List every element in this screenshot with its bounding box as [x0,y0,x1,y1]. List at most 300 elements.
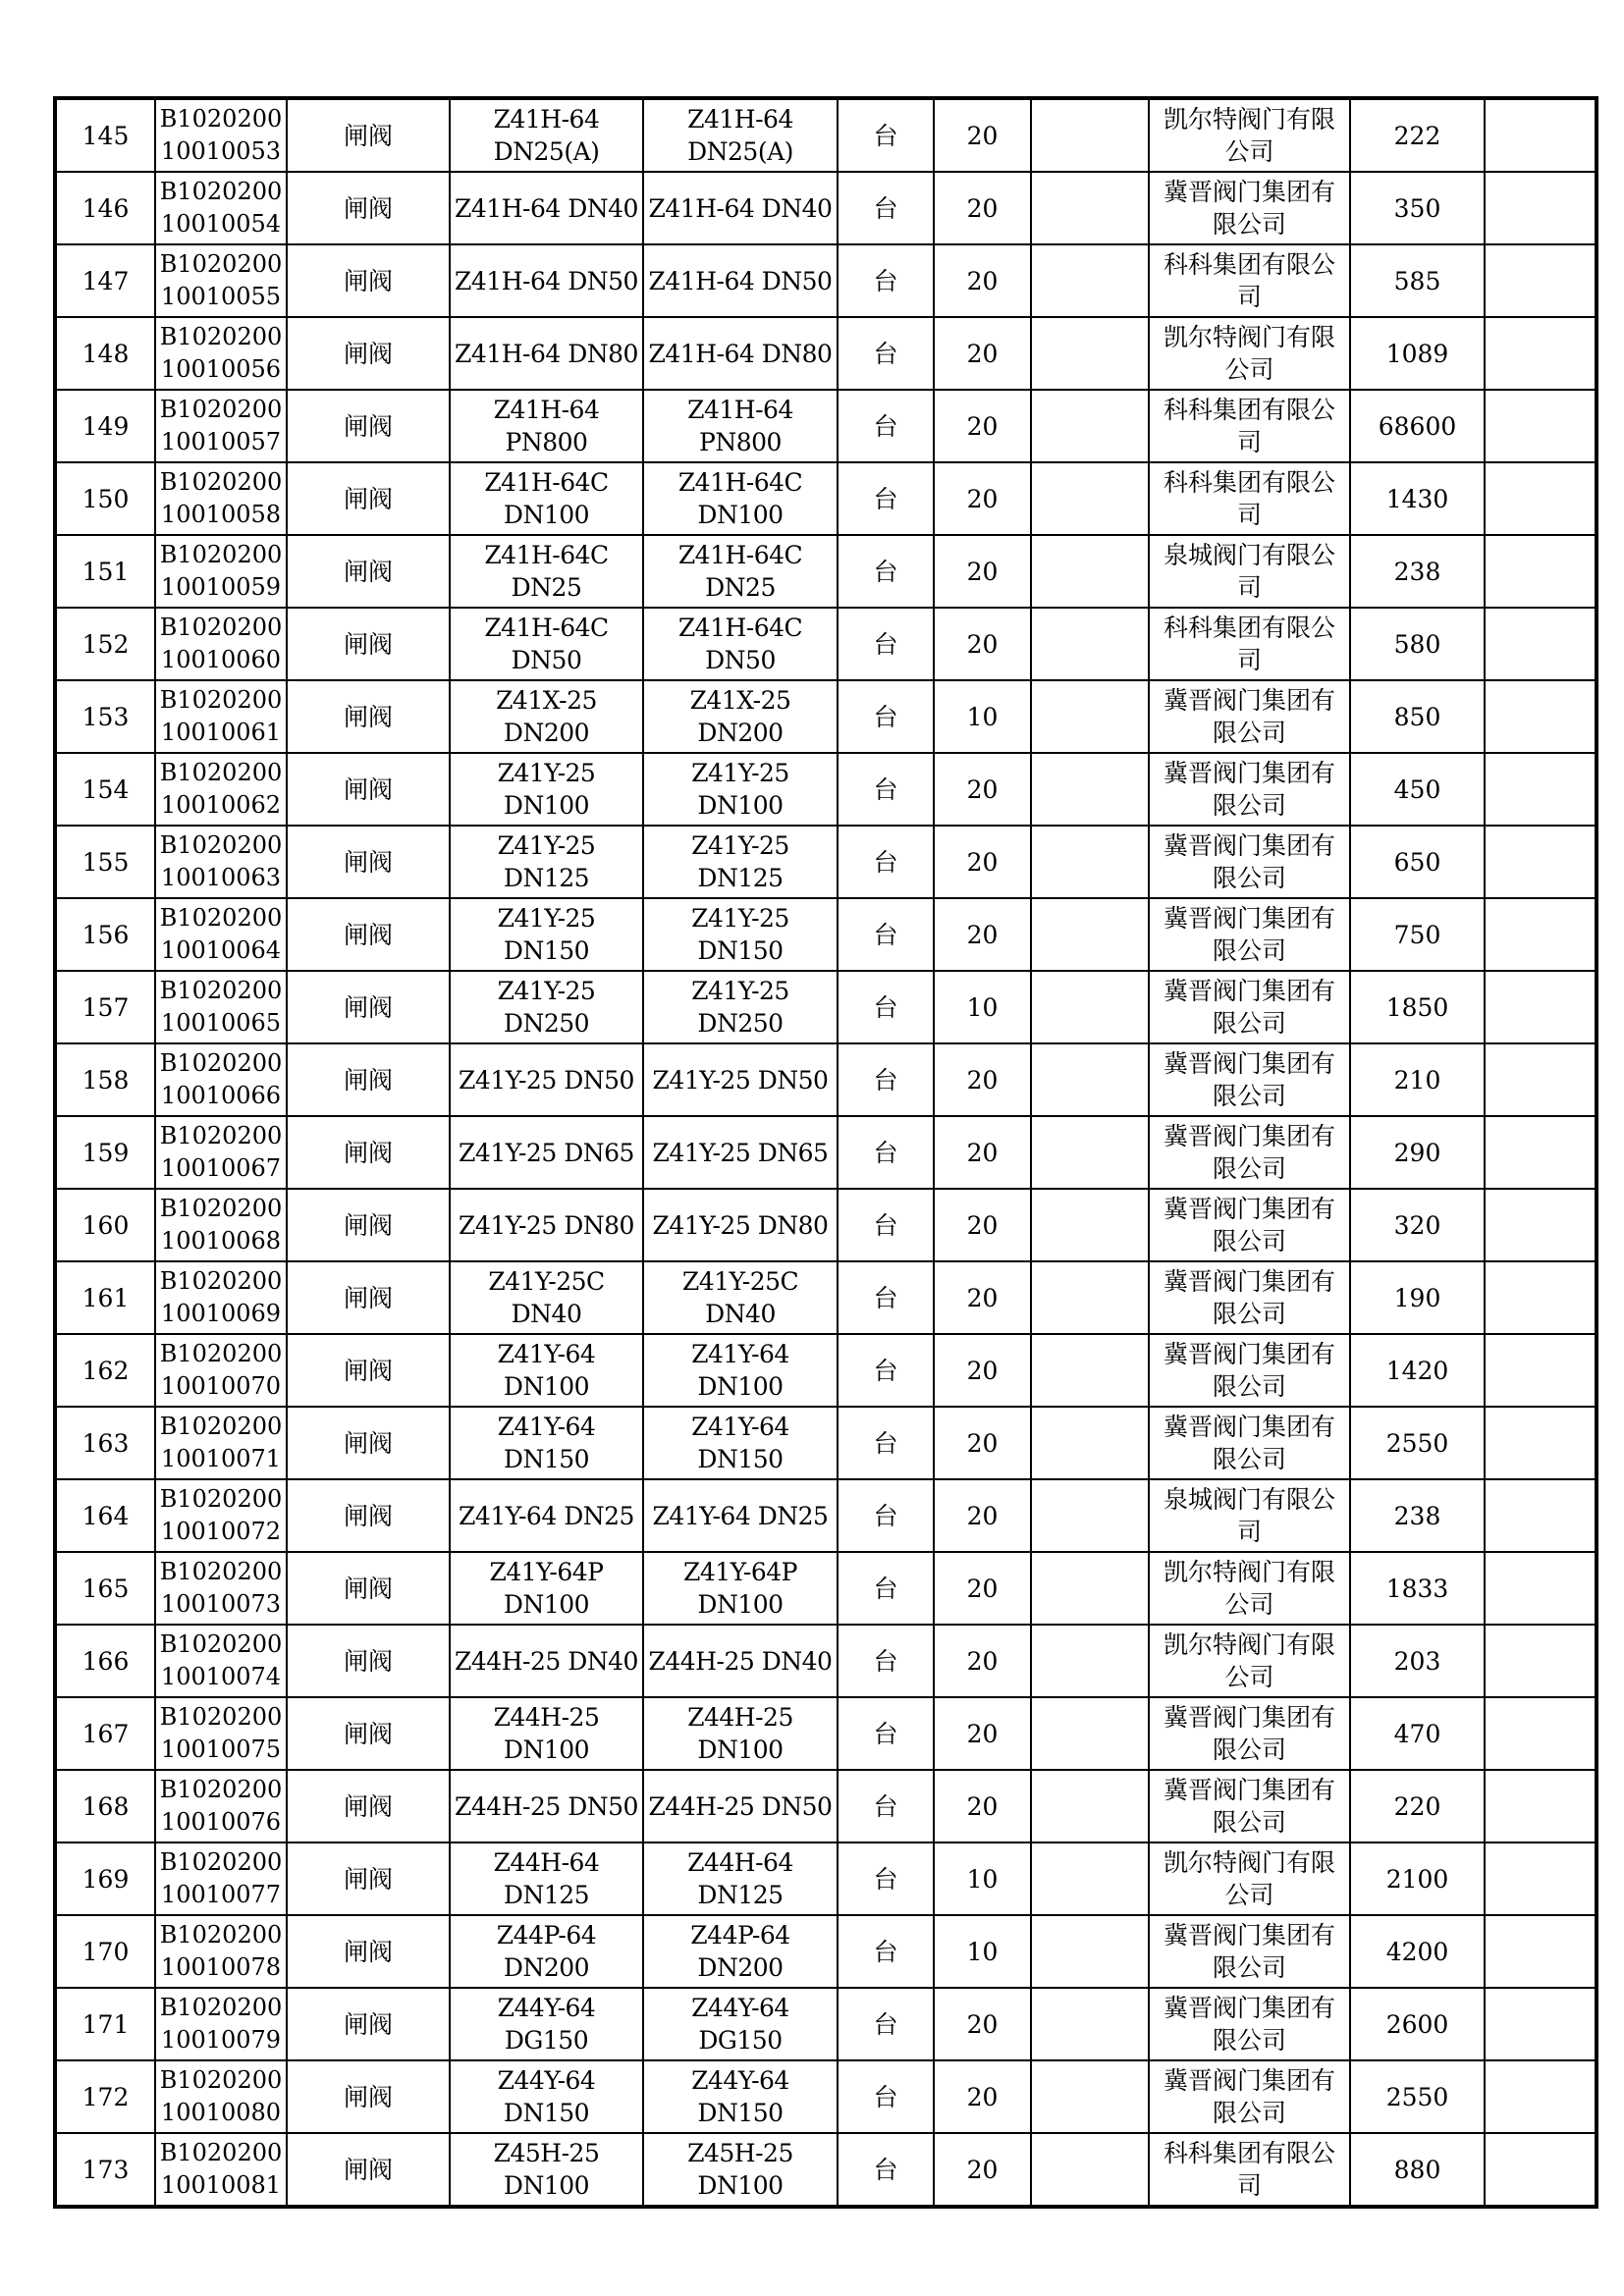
cell-model [643,1697,838,1770]
cell-material-code-line: 10010069 [160,1300,282,1327]
cell-supplier: 冀晋阀门集团有限公司 [1149,1043,1350,1116]
cell-material-code-line: B1020200 [159,105,283,133]
cell-quantity: 20 [934,172,1031,244]
table-row [55,1407,1597,1479]
cell-serial-number: 154 [55,753,155,826]
cell-supplier: 冀晋阀门集团有限公司 [1149,1189,1350,1261]
cell-material-code-line: B1020200 [159,2066,283,2094]
cell-serial-number: 148 [55,317,155,390]
cell-specification [450,1915,643,1988]
table-row [55,172,1597,244]
cell-serial-number: 159 [55,1116,155,1189]
cell-price: 850 [1350,680,1485,753]
cell-supplier: 凯尔特阀门有限公司 [1149,1625,1350,1697]
cell-model [643,535,838,608]
cell-price: 210 [1350,1043,1485,1116]
cell-supplier: 凯尔特阀门有限公司 [1149,98,1350,172]
cell-material-code-line: B1020200 [159,759,283,786]
cell-unit: 台 [838,826,934,898]
cell-price: 880 [1350,2133,1485,2207]
cell-model [643,172,838,244]
cell-item-name: 闸阀 [287,826,450,898]
cell-remark [1485,2133,1597,2207]
cell-material-code-line: B1020200 [159,1558,283,1585]
cell-unit: 台 [838,898,934,971]
cell-material-code-line: B1020200 [159,1049,283,1077]
cell-serial-number: 146 [55,172,155,244]
cell-price: 220 [1350,1770,1485,1842]
cell-material-code [155,898,287,971]
cell-quantity: 20 [934,1988,1031,2060]
cell-model-line: Z45H-25 DN100 [687,2139,793,2200]
cell-unit: 台 [838,1552,934,1625]
cell-material-code-line: B1020200 [159,1195,283,1222]
cell-item-name: 闸阀 [287,1842,450,1915]
cell-supplier: 冀晋阀门集团有限公司 [1149,1261,1350,1334]
cell-supplier: 冀晋阀门集团有限公司 [1149,1116,1350,1189]
cell-material-code-line: B1020200 [159,468,283,496]
cell-specification-line: Z41Y-25 DN125 [497,831,596,892]
cell-remark [1485,390,1597,462]
cell-remark [1485,898,1597,971]
table-row [55,826,1597,898]
table-row [55,1261,1597,1334]
cell-material-code [155,462,287,535]
cell-supplier: 冀晋阀门集团有限公司 [1149,2060,1350,2133]
cell-remark [1485,1479,1597,1552]
cell-model [643,462,838,535]
cell-specification [450,1552,643,1625]
cell-note [1031,1552,1149,1625]
cell-material-code-line: 10010060 [160,646,282,673]
cell-quantity: 20 [934,317,1031,390]
cell-model-line: Z41X-25 DN200 [689,686,791,747]
table-row [55,898,1597,971]
cell-model-line: Z41Y-25 DN50 [652,1065,829,1095]
cell-material-code-line: 10010070 [160,1372,282,1400]
cell-note [1031,680,1149,753]
cell-material-code-line: B1020200 [159,1267,283,1295]
cell-item-name: 闸阀 [287,1407,450,1479]
cell-material-code-line: 10010074 [160,1663,282,1690]
cell-unit: 台 [838,680,934,753]
cell-quantity: 20 [934,1407,1031,1479]
cell-note [1031,2133,1149,2207]
cell-model-line: Z44H-64 DN125 [687,1848,793,1909]
cell-unit: 台 [838,608,934,680]
cell-price: 1430 [1350,462,1485,535]
cell-model [643,1189,838,1261]
table-row [55,1334,1597,1407]
cell-item-name: 闸阀 [287,1915,450,1988]
cell-remark [1485,1407,1597,1479]
cell-serial-number: 172 [55,2060,155,2133]
cell-specification-line: Z41H-64C DN50 [484,614,609,674]
cell-item-name: 闸阀 [287,462,450,535]
cell-specification [450,1697,643,1770]
cell-supplier: 凯尔特阀门有限公司 [1149,1552,1350,1625]
cell-material-code [155,1407,287,1479]
cell-note [1031,535,1149,608]
cell-material-code-line: 10010058 [160,501,282,528]
cell-specification [450,462,643,535]
cell-price: 580 [1350,608,1485,680]
cell-unit: 台 [838,98,934,172]
cell-specification [450,244,643,317]
cell-serial-number: 149 [55,390,155,462]
cell-material-code [155,680,287,753]
cell-item-name: 闸阀 [287,2133,450,2207]
cell-supplier: 冀晋阀门集团有限公司 [1149,1407,1350,1479]
cell-supplier: 科科集团有限公司 [1149,608,1350,680]
cell-item-name: 闸阀 [287,535,450,608]
cell-remark [1485,98,1597,172]
cell-material-code-line: 10010066 [160,1082,282,1109]
cell-supplier: 冀晋阀门集团有限公司 [1149,1915,1350,1988]
table-row [55,2060,1597,2133]
cell-specification [450,98,643,172]
cell-quantity: 10 [934,1842,1031,1915]
table-row [55,680,1597,753]
cell-note [1031,1988,1149,2060]
cell-material-code-line: B1020200 [159,396,283,423]
cell-note [1031,753,1149,826]
cell-model-line: Z44H-25 DN100 [687,1703,793,1764]
cell-model-line: Z41Y-25 DN250 [691,977,789,1038]
cell-material-code [155,1043,287,1116]
cell-quantity: 20 [934,1116,1031,1189]
table-row [55,971,1597,1043]
cell-price: 4200 [1350,1915,1485,1988]
cell-model [643,317,838,390]
cell-serial-number: 152 [55,608,155,680]
cell-specification [450,1479,643,1552]
cell-material-code [155,1116,287,1189]
cell-price: 190 [1350,1261,1485,1334]
cell-specification-line: Z41H-64 DN40 [455,193,638,223]
cell-serial-number: 150 [55,462,155,535]
cell-material-code [155,1334,287,1407]
cell-serial-number: 160 [55,1189,155,1261]
cell-price: 1089 [1350,317,1485,390]
cell-item-name: 闸阀 [287,1261,450,1334]
cell-unit: 台 [838,1697,934,1770]
cell-unit: 台 [838,1407,934,1479]
cell-specification-line: Z41H-64C DN25 [484,541,609,602]
cell-specification [450,1770,643,1842]
cell-material-code [155,244,287,317]
cell-serial-number: 153 [55,680,155,753]
cell-specification-line: Z45H-25 DN100 [493,2139,600,2200]
cell-unit: 台 [838,2060,934,2133]
cell-model-line: Z41Y-64 DN25 [652,1501,829,1530]
cell-unit: 台 [838,172,934,244]
cell-model-line: Z44P-64 DN200 [690,1921,790,1982]
cell-supplier: 科科集团有限公司 [1149,462,1350,535]
cell-specification-line: Z41Y-25 DN150 [497,904,596,965]
price-table [53,96,1598,2209]
cell-price: 203 [1350,1625,1485,1697]
cell-quantity: 20 [934,1625,1031,1697]
cell-model-line: Z41H-64C DN25 [677,541,803,602]
cell-specification [450,1116,643,1189]
cell-supplier: 泉城阀门有限公司 [1149,1479,1350,1552]
cell-unit: 台 [838,1261,934,1334]
cell-material-code-line: 10010079 [160,2026,282,2054]
table-row [55,390,1597,462]
cell-specification-line: Z44Y-64 DN150 [497,2066,596,2127]
cell-model-line: DN100 [697,1590,784,1619]
cell-quantity: 20 [934,462,1031,535]
cell-quantity: 20 [934,1770,1031,1842]
cell-model [643,1552,838,1625]
table-row [55,1189,1597,1261]
cell-supplier: 冀晋阀门集团有限公司 [1149,971,1350,1043]
cell-remark [1485,826,1597,898]
cell-quantity: 20 [934,390,1031,462]
cell-specification [450,172,643,244]
cell-item-name: 闸阀 [287,1988,450,2060]
cell-material-code [155,2060,287,2133]
cell-price: 650 [1350,826,1485,898]
cell-supplier: 科科集团有限公司 [1149,390,1350,462]
cell-note [1031,317,1149,390]
cell-material-code-line: 10010056 [160,355,282,383]
cell-model [643,1625,838,1697]
cell-price: 750 [1350,898,1485,971]
cell-remark [1485,1770,1597,1842]
cell-specification [450,1334,643,1407]
cell-specification [450,1043,643,1116]
table-row [55,317,1597,390]
cell-note [1031,1189,1149,1261]
cell-material-code [155,1552,287,1625]
cell-quantity: 20 [934,1552,1031,1625]
cell-material-code-line: B1020200 [159,904,283,932]
cell-unit: 台 [838,1116,934,1189]
cell-material-code-line: B1020200 [159,323,283,350]
cell-material-code [155,1697,287,1770]
cell-unit: 台 [838,462,934,535]
cell-note [1031,1334,1149,1407]
cell-price: 470 [1350,1697,1485,1770]
table-row [55,535,1597,608]
cell-serial-number: 170 [55,1915,155,1988]
cell-model [643,1334,838,1407]
cell-unit: 台 [838,1915,934,1988]
cell-material-code-line: B1020200 [159,1994,283,2021]
cell-material-code [155,1625,287,1697]
cell-item-name: 闸阀 [287,317,450,390]
cell-remark [1485,753,1597,826]
cell-price: 1833 [1350,1552,1485,1625]
cell-price: 2100 [1350,1842,1485,1915]
cell-model [643,1842,838,1915]
cell-supplier: 冀晋阀门集团有限公司 [1149,172,1350,244]
table-row [55,608,1597,680]
cell-serial-number: 145 [55,98,155,172]
cell-serial-number: 171 [55,1988,155,2060]
cell-model [643,826,838,898]
cell-model-line: Z41Y-25 DN65 [652,1138,829,1167]
table-row [55,753,1597,826]
table-body [55,98,1597,2207]
cell-item-name: 闸阀 [287,1697,450,1770]
cell-model-line: Z41Y-64 DN100 [691,1340,789,1401]
cell-material-code [155,317,287,390]
cell-model [643,2060,838,2133]
cell-material-code-line: B1020200 [159,178,283,205]
cell-price: 1850 [1350,971,1485,1043]
cell-material-code [155,1988,287,2060]
cell-remark [1485,317,1597,390]
cell-material-code [155,172,287,244]
table-row [55,1116,1597,1189]
cell-price: 68600 [1350,390,1485,462]
cell-item-name: 闸阀 [287,1189,450,1261]
cell-specification-line: Z41Y-64P [489,1558,604,1586]
cell-specification-line: Z44P-64 DN200 [496,1921,597,1982]
cell-model-line: Z41H-64C DN50 [677,614,803,674]
cell-specification-line: Z41Y-64 DN25 [459,1501,634,1530]
cell-material-code-line: 10010057 [160,428,282,455]
cell-material-code-line: B1020200 [159,1921,283,1949]
cell-specification-line: DN100 [503,501,590,529]
cell-model-line: Z41Y-25 DN150 [691,904,789,965]
cell-note [1031,462,1149,535]
cell-serial-number: 156 [55,898,155,971]
cell-quantity: 10 [934,680,1031,753]
cell-specification-line: Z41H-64 DN80 [455,339,638,368]
cell-specification-line: Z41Y-25 DN250 [497,977,596,1038]
table-row [55,244,1597,317]
cell-material-code-line: 10010054 [160,210,282,238]
cell-specification [450,1988,643,2060]
cell-model [643,1407,838,1479]
cell-specification-line: Z41Y-25C DN40 [488,1267,605,1328]
cell-material-code-line: B1020200 [159,1776,283,1803]
cell-note [1031,1407,1149,1479]
cell-remark [1485,462,1597,535]
cell-material-code-line: 10010053 [160,137,282,165]
cell-quantity: 20 [934,2060,1031,2133]
cell-quantity: 20 [934,1189,1031,1261]
cell-serial-number: 151 [55,535,155,608]
cell-specification-line: Z44H-25 DN100 [493,1703,600,1764]
cell-specification-line: Z41H-64 [493,105,600,133]
cell-item-name: 闸阀 [287,1770,450,1842]
cell-specification-line: Z41Y-25 DN80 [459,1210,634,1240]
cell-model-line: Z44H-25 DN50 [648,1791,833,1821]
cell-quantity: 20 [934,1261,1031,1334]
cell-specification-line: Z41Y-25 DN100 [497,759,596,820]
cell-model [643,390,838,462]
cell-model [643,1770,838,1842]
cell-model-line: DN100 [697,501,784,529]
cell-supplier: 科科集团有限公司 [1149,244,1350,317]
cell-model-line: Z41Y-64 DN150 [691,1413,789,1473]
cell-model [643,1988,838,2060]
cell-specification-line: DN25(A) [493,137,600,166]
cell-quantity: 20 [934,898,1031,971]
cell-quantity: 20 [934,244,1031,317]
cell-model-line: Z41H-64C [677,468,803,497]
cell-material-code-line: 10010059 [160,573,282,601]
cell-model-line: Z41H-64 DN50 [648,266,833,295]
cell-model [643,1479,838,1552]
cell-material-code-line: 10010077 [160,1881,282,1908]
cell-specification [450,971,643,1043]
cell-unit: 台 [838,535,934,608]
cell-specification [450,680,643,753]
cell-note [1031,390,1149,462]
cell-material-code-line: 10010061 [160,719,282,746]
cell-price: 350 [1350,172,1485,244]
table-row [55,1043,1597,1116]
cell-serial-number: 147 [55,244,155,317]
cell-material-code-line: 10010073 [160,1590,282,1618]
cell-model [643,608,838,680]
cell-model [643,1915,838,1988]
cell-supplier: 冀晋阀门集团有限公司 [1149,1988,1350,2060]
cell-unit: 台 [838,1189,934,1261]
cell-quantity: 20 [934,2133,1031,2207]
cell-model-line: Z41H-64 PN800 [687,396,793,456]
cell-remark [1485,1261,1597,1334]
cell-quantity: 20 [934,1043,1031,1116]
cell-specification-line: Z41H-64 DN50 [455,266,638,295]
cell-material-code-line: B1020200 [159,1630,283,1658]
table-row [55,1697,1597,1770]
cell-model [643,971,838,1043]
cell-specification-line: Z41Y-25 DN65 [459,1138,634,1167]
table-row [55,462,1597,535]
cell-material-code-line: 10010063 [160,864,282,891]
cell-material-code-line: B1020200 [159,541,283,568]
cell-remark [1485,1043,1597,1116]
cell-material-code [155,826,287,898]
cell-material-code-line: B1020200 [159,831,283,859]
cell-unit: 台 [838,753,934,826]
cell-supplier: 冀晋阀门集团有限公司 [1149,898,1350,971]
cell-specification [450,1189,643,1261]
cell-note [1031,1261,1149,1334]
cell-remark [1485,1334,1597,1407]
cell-serial-number: 162 [55,1334,155,1407]
cell-material-code [155,1189,287,1261]
cell-model-line: DN25(A) [687,137,793,166]
cell-material-code [155,1842,287,1915]
cell-serial-number: 163 [55,1407,155,1479]
cell-specification-line: Z41Y-64 DN150 [497,1413,596,1473]
table-row [55,1770,1597,1842]
cell-material-code [155,2133,287,2207]
cell-serial-number: 158 [55,1043,155,1116]
cell-item-name: 闸阀 [287,172,450,244]
cell-remark [1485,244,1597,317]
cell-supplier: 凯尔特阀门有限公司 [1149,1842,1350,1915]
cell-material-code [155,1915,287,1988]
cell-specification [450,535,643,608]
cell-specification [450,898,643,971]
cell-material-code-line: 10010067 [160,1154,282,1182]
cell-material-code-line: 10010081 [160,2171,282,2199]
cell-price: 320 [1350,1189,1485,1261]
cell-specification-line: Z41H-64C [484,468,609,497]
cell-quantity: 20 [934,98,1031,172]
cell-note [1031,1697,1149,1770]
cell-quantity: 20 [934,826,1031,898]
